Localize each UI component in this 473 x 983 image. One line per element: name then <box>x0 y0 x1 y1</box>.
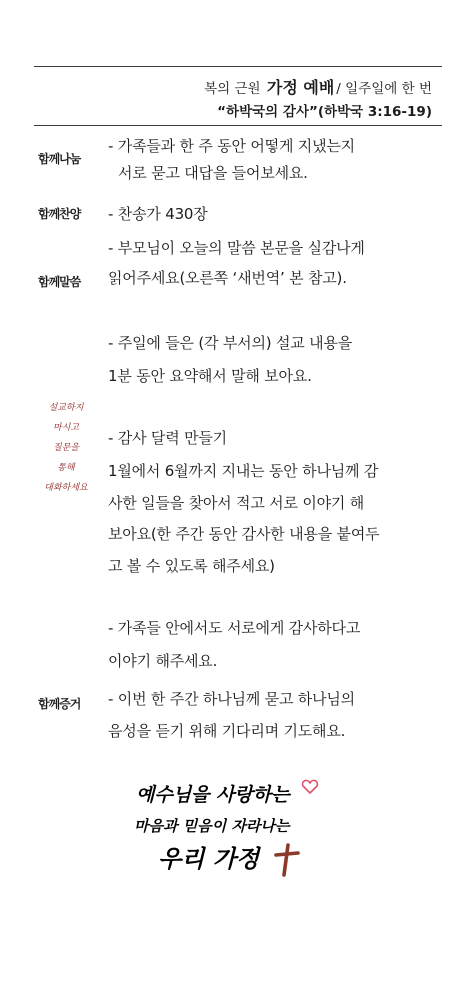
witness-line-2: 음성을 듣기 위해 기다리며 기도해요. <box>108 722 346 740</box>
label-word: 함께말씀 <box>38 275 81 289</box>
header-suffix: 일주일에 한 번 <box>345 81 432 97</box>
side-note-line-1: 설교하지 <box>48 403 84 413</box>
word-line-9: 고 볼 수 있도록 해주세요) <box>108 557 275 575</box>
word-line-1: - 부모님이 오늘의 말씀 본문을 실감나게 <box>108 239 365 257</box>
side-note <box>34 398 98 498</box>
header-prefix: 복의 근원 <box>204 81 261 97</box>
logo-line-3: 우리 가정 <box>158 844 260 873</box>
label-praise: 함께찬양 <box>38 207 81 221</box>
heart-icon <box>303 780 318 793</box>
praise-line-1: - 찬송가 430장 <box>108 205 208 223</box>
word-line-4: 1분 동안 요약해서 말해 보아요. <box>108 367 312 385</box>
header-separator: / <box>336 81 341 97</box>
worship-header <box>34 66 442 126</box>
word-line-3: - 주일에 들은 (각 부서의) 설교 내용을 <box>108 334 352 352</box>
header-title-line <box>204 75 432 98</box>
label-witness: 함께증거 <box>38 697 81 711</box>
word-line-10: - 가족들 안에서도 서로에게 감사하다고 <box>108 619 361 637</box>
sharing-line-1: - 가족들과 한 주 동안 어떻게 지냈는지 <box>108 137 355 155</box>
label-sharing: 함께나눔 <box>38 152 81 166</box>
word-line-6: 1월에서 6월까지 지내는 동안 하나님께 감 <box>108 462 379 480</box>
side-note-line-4: 통해 <box>57 463 75 473</box>
word-line-7: 사한 일들을 찾아서 적고 서로 이야기 해 <box>108 494 365 512</box>
cross-icon <box>276 845 298 875</box>
header-subtitle: “하박국의 감사”(하박국 3:16-19) <box>217 104 432 120</box>
family-calligraphy-logo <box>120 775 340 885</box>
header-title: 가정 예배 <box>266 78 335 97</box>
sharing-line-2: 서로 묻고 대답을 들어보세요. <box>118 164 308 182</box>
word-line-5: - 감사 달력 만들기 <box>108 429 227 447</box>
logo-line-2: 마음과 믿음이 자라나는 <box>134 817 290 835</box>
side-note-line-5: 대화하세요 <box>44 483 88 493</box>
side-note-line-3: 질문을 <box>52 443 80 453</box>
side-note-line-2: 마시고 <box>52 423 80 433</box>
word-line-2: 읽어주세요(오른쪽 ‘새번역’ 본 참고). <box>108 269 347 287</box>
word-line-11: 이야기 해주세요. <box>108 652 218 670</box>
witness-line-1: - 이번 한 주간 하나님께 묻고 하나님의 <box>108 690 355 708</box>
word-line-8: 보아요(한 주간 동안 감사한 내용을 붙여두 <box>108 525 380 543</box>
logo-line-1: 예수님을 사랑하는 <box>136 784 290 806</box>
